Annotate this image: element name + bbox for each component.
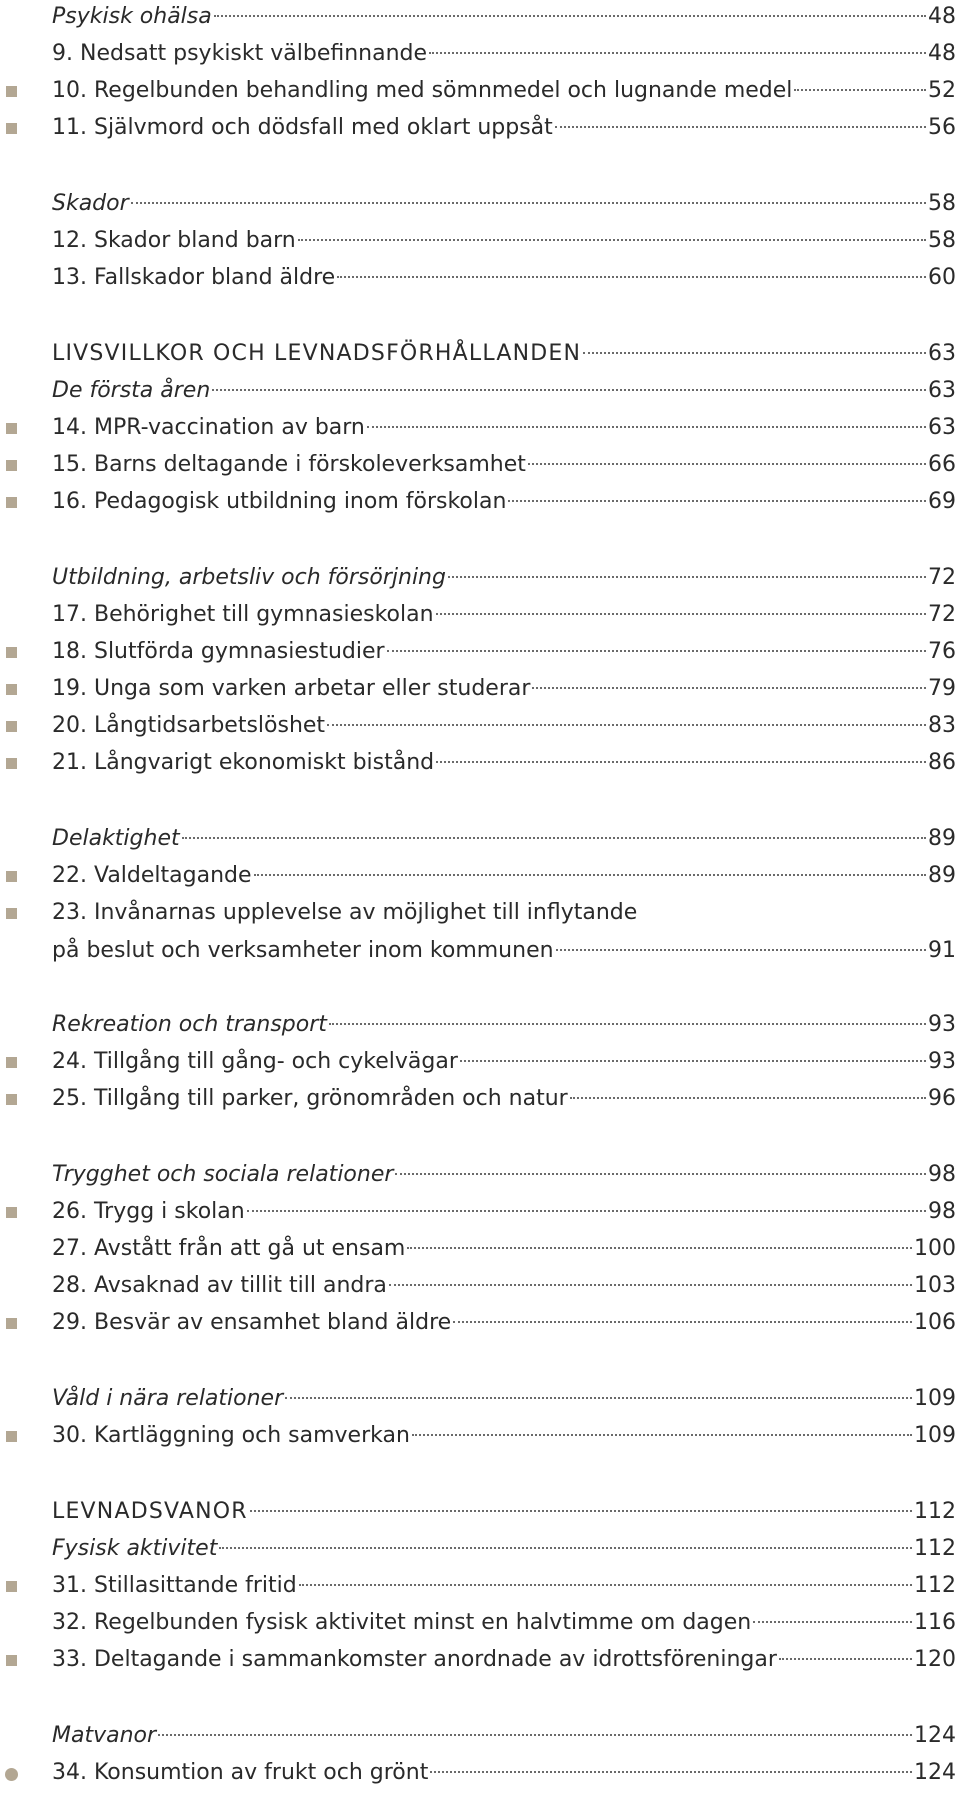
toc-entry-line: [52, 635, 956, 669]
toc-entry-title: 21. Långvarigt ekonomiskt bistånd: [52, 750, 435, 775]
toc-page-number: 109: [914, 1423, 956, 1448]
toc-entry-line: [52, 1232, 956, 1266]
dot-leader: [219, 1547, 912, 1549]
toc-page-number: 91: [928, 938, 956, 963]
toc-entry-title: Matvanor: [52, 1723, 157, 1748]
toc-entry-line: [52, 1532, 956, 1566]
toc-entry-line: [52, 224, 956, 258]
toc-entry-title: Utbildning, arbetsliv och försörjning: [52, 565, 446, 590]
toc-entry[interactable]: [52, 1306, 956, 1340]
toc-page-number: 86: [928, 750, 956, 775]
dot-leader: [583, 352, 926, 354]
square-marker-icon: [6, 497, 17, 508]
dot-leader: [779, 1658, 912, 1660]
toc-page-number: 93: [928, 1049, 956, 1074]
toc-page-number: 58: [928, 191, 956, 216]
toc-entry-title: Psykisk ohälsa: [52, 4, 212, 29]
toc-entry-line: [52, 1269, 956, 1303]
toc-entry-line: [52, 1382, 956, 1416]
toc-entry-line: [52, 37, 956, 71]
toc-page-number: 116: [914, 1610, 956, 1635]
dot-leader: [298, 239, 926, 241]
circle-marker-icon: [5, 1768, 18, 1781]
toc-page-number: 63: [928, 378, 956, 403]
toc-page-number: 48: [928, 41, 956, 66]
toc-entry-line: [52, 1008, 956, 1042]
toc-entry-title: 12. Skador bland barn: [52, 228, 296, 253]
dot-leader: [158, 1734, 912, 1736]
square-marker-icon: [6, 1431, 17, 1442]
toc-section-heading[interactable]: [52, 1158, 956, 1192]
toc-entry-title: Skador: [52, 191, 129, 216]
square-marker-icon: [6, 908, 17, 919]
toc-entry-title: 25. Tillgång till parker, grönområden och natur: [52, 1086, 568, 1111]
toc-entry-line: [52, 261, 956, 295]
square-marker-icon: [6, 1094, 17, 1105]
dot-leader: [254, 874, 926, 876]
square-marker-icon: [6, 1581, 17, 1592]
toc-entry-line: [52, 111, 956, 145]
toc-entry-title: 18. Slutförda gymnasiestudier: [52, 639, 385, 664]
toc-entry-title: 24. Tillgång till gång- och cykelvägar: [52, 1049, 458, 1074]
toc-entry-title: 22. Valdeltagande: [52, 863, 252, 888]
toc-entry-title: Delaktighet: [52, 826, 180, 851]
toc-entry[interactable]: [52, 598, 956, 632]
toc-entry[interactable]: [52, 1419, 956, 1453]
dot-leader: [329, 1023, 926, 1025]
toc-entry-title: 26. Trygg i skolan: [52, 1199, 245, 1224]
toc-entry-line: [52, 1756, 956, 1790]
dot-leader: [436, 613, 926, 615]
dot-leader: [448, 576, 926, 578]
toc-entry-line: [52, 746, 956, 780]
toc-page-number: 63: [928, 341, 956, 366]
toc-section-heading[interactable]: [52, 1719, 956, 1753]
dot-leader: [387, 650, 926, 652]
toc-entry[interactable]: [52, 896, 956, 968]
toc-page-number: 52: [928, 78, 956, 103]
square-marker-icon: [6, 647, 17, 658]
toc-page-number: 93: [928, 1012, 956, 1037]
toc-entry-title: 34. Konsumtion av frukt och grönt: [52, 1760, 429, 1785]
dot-leader: [528, 463, 926, 465]
toc-page-number: 72: [928, 602, 956, 627]
toc-entry-line: [52, 411, 956, 445]
toc-entry-line: [52, 0, 956, 34]
dot-leader: [250, 1510, 912, 1512]
toc-page-number: 112: [914, 1573, 956, 1598]
toc-section-heading[interactable]: [52, 187, 956, 221]
toc-entry[interactable]: [52, 1082, 956, 1116]
dot-leader: [794, 89, 926, 91]
square-marker-icon: [6, 871, 17, 882]
dot-leader: [367, 426, 926, 428]
dot-leader: [131, 202, 926, 204]
toc-page-number: 66: [928, 452, 956, 477]
toc-entry-title: De första åren: [52, 378, 211, 403]
toc-entry-line: [52, 1419, 956, 1453]
dot-leader: [508, 500, 926, 502]
dot-leader: [214, 15, 926, 17]
toc-entry-line: [52, 1569, 956, 1603]
toc-section-heading[interactable]: [52, 822, 956, 856]
toc-entry-title: 20. Långtidsarbetslöshet: [52, 713, 326, 738]
square-marker-icon: [6, 1057, 17, 1068]
toc-entry-title: 30. Kartläggning och samverkan: [52, 1423, 410, 1448]
toc-entry-line: [52, 709, 956, 743]
toc-entry[interactable]: [52, 1195, 956, 1229]
toc-entry-line: [52, 598, 956, 632]
toc-entry[interactable]: [52, 1232, 956, 1266]
toc-entry-title: 10. Regelbunden behandling med sömnmedel och lugnande medel: [52, 78, 793, 103]
toc-page-number: 98: [928, 1199, 956, 1224]
dot-leader: [285, 1397, 912, 1399]
dot-leader: [453, 1321, 912, 1323]
toc-entry-line: [52, 1495, 956, 1529]
toc-page-number: 83: [928, 713, 956, 738]
toc-entry-title: på beslut och verksamheter inom kommunen: [52, 938, 554, 963]
toc-entry-line: [52, 934, 956, 968]
toc-entry[interactable]: [52, 1643, 956, 1677]
toc-page-number: 89: [928, 863, 956, 888]
toc-entry-line: [52, 672, 956, 706]
toc-entry[interactable]: [52, 111, 956, 145]
toc-page-number: 79: [928, 676, 956, 701]
dot-leader: [212, 389, 926, 391]
toc-page-number: 124: [914, 1760, 956, 1785]
square-marker-icon: [6, 1318, 17, 1329]
toc-page-number: 112: [914, 1499, 956, 1524]
toc-entry-title: 14. MPR-vaccination av barn: [52, 415, 365, 440]
toc-page-number: 109: [914, 1386, 956, 1411]
toc-page-number: 69: [928, 489, 956, 514]
toc-chapter-heading[interactable]: [52, 1495, 956, 1529]
square-marker-icon: [6, 86, 17, 97]
square-marker-icon: [6, 423, 17, 434]
toc-entry[interactable]: [52, 635, 956, 669]
toc-entry-title: 31. Stillasittande fritid: [52, 1573, 297, 1598]
toc-entry-title: 33. Deltagande i sammankomster anordnade av idrottsföreningar: [52, 1647, 777, 1672]
toc-entry-title: 32. Regelbunden fysisk aktivitet minst en halvtimme om dagen: [52, 1610, 752, 1635]
toc-entry-line: [52, 1719, 956, 1753]
dot-leader: [460, 1060, 926, 1062]
dot-leader: [395, 1173, 926, 1175]
toc-entry[interactable]: [52, 74, 956, 108]
toc-page-number: 106: [914, 1310, 956, 1335]
toc-entry[interactable]: [52, 1269, 956, 1303]
toc-page-number: 100: [914, 1236, 956, 1261]
toc-chapter-heading[interactable]: [52, 337, 956, 371]
square-marker-icon: [6, 123, 17, 134]
toc-page-number: 63: [928, 415, 956, 440]
toc-section-heading[interactable]: [52, 374, 956, 408]
toc-entry[interactable]: [52, 859, 956, 893]
toc-entry-title: 13. Fallskador bland äldre: [52, 265, 336, 290]
dot-leader: [182, 837, 926, 839]
toc-entry[interactable]: [52, 224, 956, 258]
toc-entry[interactable]: [52, 411, 956, 445]
toc-page-number: 103: [914, 1273, 956, 1298]
toc-page-number: 76: [928, 639, 956, 664]
dot-leader: [389, 1284, 912, 1286]
toc-entry-title: LEVNADSVANOR: [52, 1499, 248, 1524]
toc-entry-line: [52, 1082, 956, 1116]
toc-section-heading[interactable]: [52, 0, 956, 34]
toc-entry[interactable]: [52, 448, 956, 482]
toc-entry-line: [52, 1643, 956, 1677]
toc-entry-title: 17. Behörighet till gymnasieskolan: [52, 602, 434, 627]
toc-page-number: 124: [914, 1723, 956, 1748]
toc-section-heading[interactable]: [52, 1008, 956, 1042]
toc-section-heading[interactable]: [52, 561, 956, 595]
toc-entry-line: [52, 561, 956, 595]
toc-entry-line: [52, 859, 956, 893]
toc-entry-title: Trygghet och sociala relationer: [52, 1162, 394, 1187]
toc-page-number: 58: [928, 228, 956, 253]
toc-entry[interactable]: [52, 1606, 956, 1640]
toc-page-number: 120: [914, 1647, 956, 1672]
dot-leader: [407, 1247, 912, 1249]
toc-page-number: 60: [928, 265, 956, 290]
toc-page-number: 56: [928, 115, 956, 140]
toc-page-number: 98: [928, 1162, 956, 1187]
dot-leader: [327, 724, 926, 726]
toc-section-heading[interactable]: [52, 1382, 956, 1416]
toc-entry[interactable]: [52, 37, 956, 71]
toc-page-number: 89: [928, 826, 956, 851]
dot-leader: [556, 949, 926, 951]
dot-leader: [570, 1097, 926, 1099]
dot-leader: [532, 687, 926, 689]
toc-entry-line: [52, 337, 956, 371]
toc-entry-line: [52, 1045, 956, 1079]
dot-leader: [430, 1771, 912, 1773]
dot-leader: [429, 52, 926, 54]
toc-page-number: 112: [914, 1536, 956, 1561]
dot-leader: [412, 1434, 912, 1436]
toc-entry-title: 19. Unga som varken arbetar eller studerar: [52, 676, 531, 701]
dot-leader: [436, 761, 926, 763]
dot-leader: [247, 1210, 926, 1212]
square-marker-icon: [6, 1655, 17, 1666]
toc-section-heading[interactable]: [52, 1532, 956, 1566]
toc-entry[interactable]: [52, 746, 956, 780]
toc-entry-title: 15. Barns deltagande i förskoleverksamhet: [52, 452, 526, 477]
toc-entry[interactable]: [52, 261, 956, 295]
toc-entry[interactable]: [52, 709, 956, 743]
toc-page-number: 48: [928, 4, 956, 29]
toc-entry-line: [52, 1306, 956, 1340]
dot-leader: [555, 126, 926, 128]
dot-leader: [337, 276, 926, 278]
toc-entry-title: LIVSVILLKOR OCH LEVNADSFÖRHÅLLANDEN: [52, 341, 582, 366]
toc-entry[interactable]: [52, 672, 956, 706]
toc-entry-title: 16. Pedagogisk utbildning inom förskolan: [52, 489, 507, 514]
toc-entry[interactable]: [52, 1756, 956, 1790]
square-marker-icon: [6, 721, 17, 732]
square-marker-icon: [6, 1207, 17, 1218]
toc-entry[interactable]: [52, 1569, 956, 1603]
toc-page-number: 96: [928, 1086, 956, 1111]
square-marker-icon: [6, 758, 17, 769]
dot-leader: [753, 1621, 912, 1623]
square-marker-icon: [6, 684, 17, 695]
toc-entry-title: 29. Besvär av ensamhet bland äldre: [52, 1310, 452, 1335]
toc-entry-line: [52, 187, 956, 221]
dot-leader: [299, 1584, 912, 1586]
toc-entry-line: [52, 1195, 956, 1229]
toc-entry-title: Våld i nära relationer: [52, 1386, 284, 1411]
toc-entry-line: [52, 374, 956, 408]
square-marker-icon: [6, 460, 17, 471]
toc-entry-line: [52, 74, 956, 108]
toc-entry-title: 9. Nedsatt psykiskt välbefinnande: [52, 41, 428, 66]
toc-entry-line: [52, 822, 956, 856]
toc-entry-title: 27. Avstått från att gå ut ensam: [52, 1236, 406, 1261]
toc-entry-title: Fysisk aktivitet: [52, 1536, 218, 1561]
toc-entry-title: 11. Självmord och dödsfall med oklart uppsåt: [52, 115, 553, 140]
toc-page-number: 72: [928, 565, 956, 590]
toc-entry-line: [52, 448, 956, 482]
toc-entry-line: [52, 1606, 956, 1640]
toc-entry-line: [52, 485, 956, 519]
toc-entry-title: Rekreation och transport: [52, 1012, 327, 1037]
toc-entry-line: [52, 1158, 956, 1192]
toc-entry-title: 28. Avsaknad av tillit till andra: [52, 1273, 387, 1298]
toc-entry[interactable]: [52, 1045, 956, 1079]
toc-entry-title-line: 23. Invånarnas upplevelse av möjlighet till inflytande: [52, 900, 638, 925]
toc-entry[interactable]: [52, 485, 956, 519]
